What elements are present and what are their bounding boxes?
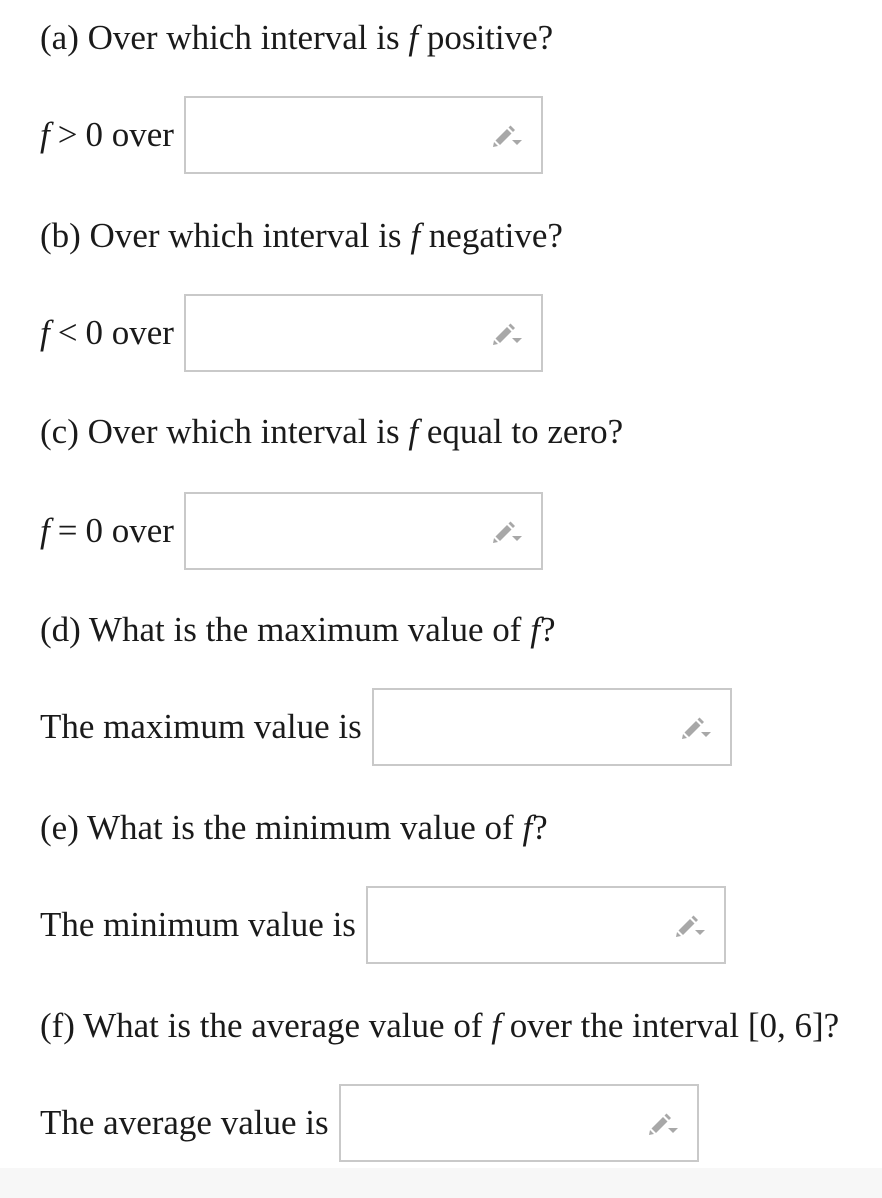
question-f: (f) What is the average value of f over the interval [0, 6]? [40, 1006, 840, 1045]
answer-row-e [40, 886, 726, 964]
answer-label-d: The maximum value is [40, 707, 362, 746]
answer-prefix-b: f < 0 over [40, 313, 174, 352]
question-a: (a) Over which interval is f positive? [40, 18, 554, 57]
question-c: (c) Over which interval is f equal to zero? [40, 412, 624, 451]
answer-row-d [40, 688, 732, 766]
answer-row-c [40, 492, 543, 570]
answer-input-d[interactable] [372, 688, 732, 766]
answer-input-a[interactable] [184, 96, 543, 174]
answer-label-f: The average value is [40, 1103, 329, 1142]
question-e: (e) What is the minimum value of f? [40, 808, 548, 847]
pencil-dropdown-icon[interactable] [645, 1108, 679, 1138]
answer-input-e[interactable] [366, 886, 726, 964]
answer-row-b [40, 294, 543, 372]
answer-row-f [40, 1084, 699, 1162]
answer-prefix-a: f > 0 over [40, 115, 174, 154]
answer-label-e: The minimum value is [40, 905, 356, 944]
pencil-dropdown-icon[interactable] [489, 516, 523, 546]
answer-input-f[interactable] [339, 1084, 699, 1162]
pencil-dropdown-icon[interactable] [489, 318, 523, 348]
bottom-shade [0, 1168, 882, 1198]
pencil-dropdown-icon[interactable] [672, 910, 706, 940]
question-d: (d) What is the maximum value of f? [40, 610, 556, 649]
pencil-dropdown-icon[interactable] [489, 120, 523, 150]
answer-input-b[interactable] [184, 294, 543, 372]
answer-prefix-c: f = 0 over [40, 511, 174, 550]
answer-input-c[interactable] [184, 492, 543, 570]
pencil-dropdown-icon[interactable] [678, 712, 712, 742]
answer-row-a [40, 96, 543, 174]
question-b: (b) Over which interval is f negative? [40, 216, 563, 255]
